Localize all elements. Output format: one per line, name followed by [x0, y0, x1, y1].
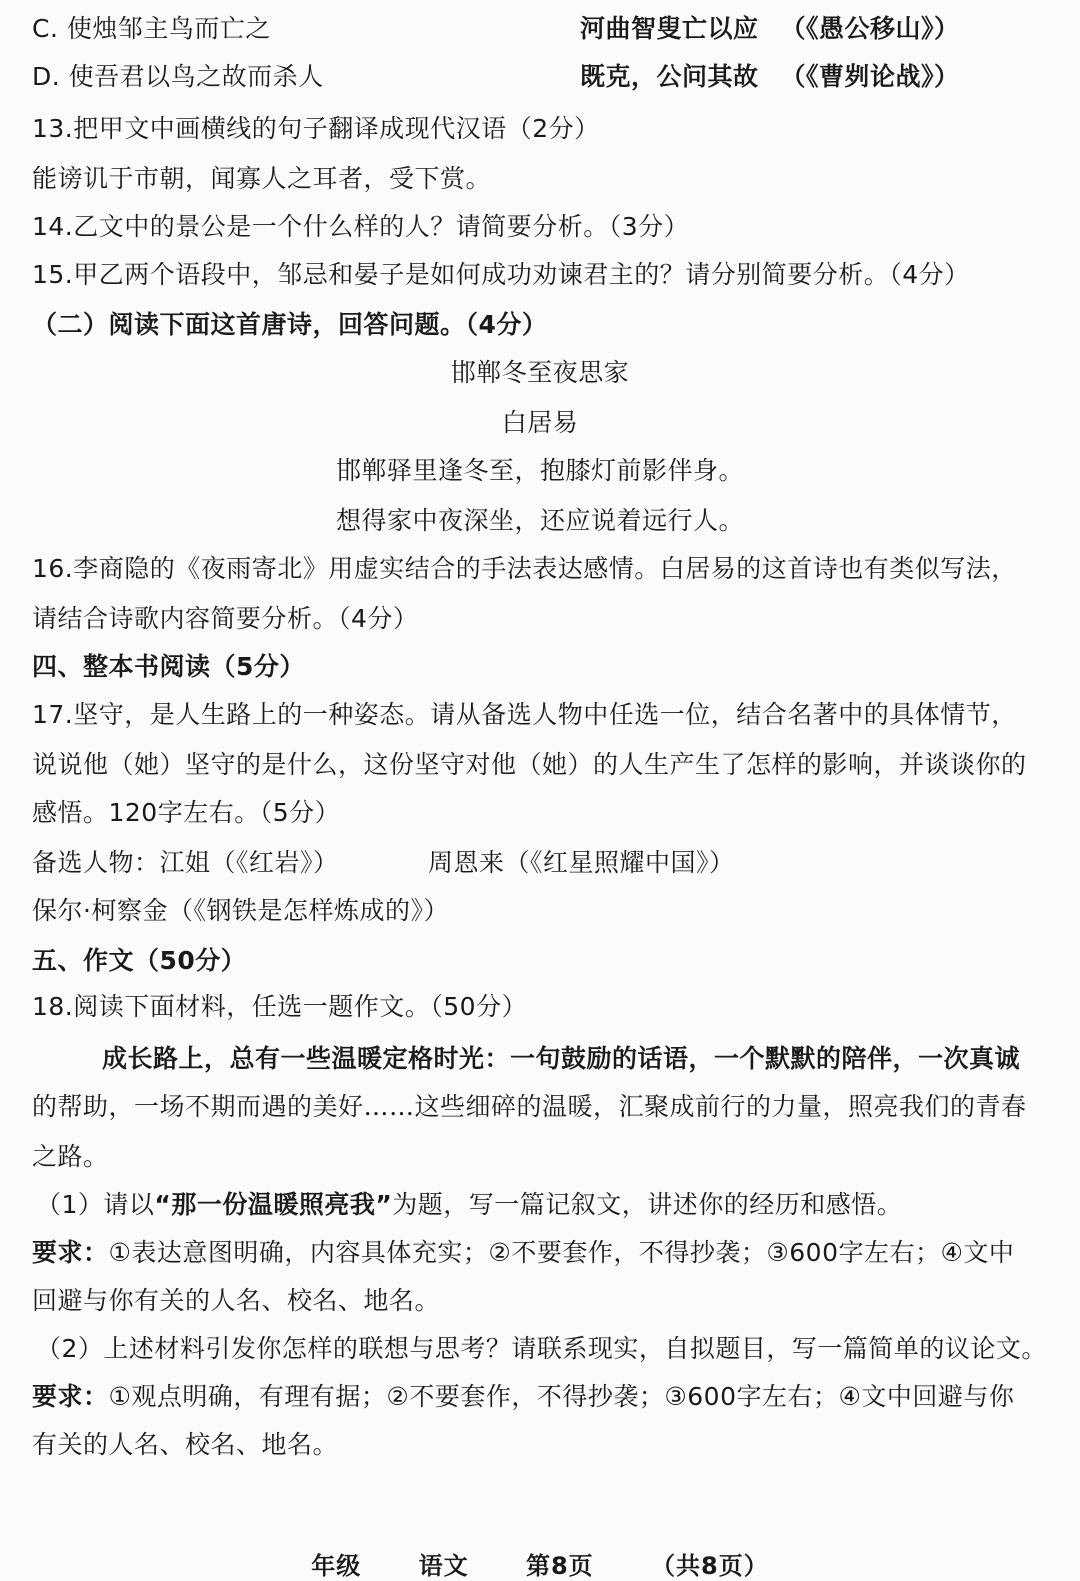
question-16-line-2: 请结合诗歌内容简要分析。（4分） — [32, 604, 419, 633]
question-18: 18.阅读下面材料，任选一题作文。（50分） — [32, 992, 528, 1021]
option-d-compare-text: 既克，公问其故 — [580, 62, 759, 91]
requirement-label-1: 要求： — [32, 1238, 109, 1267]
poem-author: 白居易 — [501, 408, 579, 437]
footer-total: （共8页） — [651, 1552, 769, 1580]
poem-line-1: 邯郸驿里逢冬至，抱膝灯前影伴身。 — [335, 456, 744, 485]
footer-subject: 语文 — [418, 1552, 469, 1580]
topic-1-requirement-2: 回避与你有关的人名、校名、地名。 — [32, 1286, 441, 1315]
topic-1-b: 为题，写一篇记叙文，讲述你的经历和感悟。 — [392, 1190, 903, 1219]
option-d-text: D. 使吾君以鸟之故而杀人 — [32, 62, 324, 91]
footer-page: 第8页 — [525, 1552, 594, 1580]
question-15: 15.甲乙两个语段中，邹忌和晏子是如何成功劝谏君主的？请分别简要分析。（4分） — [32, 260, 970, 289]
poem-title: 邯郸冬至夜思家 — [450, 358, 630, 387]
option-d-compare — [580, 60, 960, 94]
question-17-line-3: 感悟。120字左右。（5分） — [32, 798, 341, 827]
option-c-source: （《愚公移山》） — [780, 14, 960, 43]
option-c-compare-text: 河曲智叟亡以应 — [580, 14, 759, 43]
topic-1-requirement-1 — [32, 1236, 1060, 1270]
candidate-1: 备选人物：江姐（《红岩》） — [32, 848, 339, 877]
topic-2-req-text-1: ①观点明确，有理有据；②不要套作，不得抄袭；③600字左右；④文中回避与你 — [108, 1382, 1015, 1411]
question-14: 14.乙文中的景公是一个什么样的人？请简要分析。（3分） — [32, 212, 690, 241]
topic-1-req-text-1: ①表达意图明确，内容具体充实；②不要套作，不得抄袭；③600字左右；④文中 — [108, 1238, 1015, 1267]
topic-2: （2）上述材料引发你怎样的联想与思考？请联系现实，自拟题目，写一篇简单的议论文。 — [36, 1334, 1047, 1363]
question-13-sentence: 能谤讥于市朝，闻寡人之耳者，受下赏。 — [32, 164, 492, 193]
topic-1 — [36, 1188, 1060, 1222]
option-c — [32, 12, 1060, 46]
material-line-3: 之路。 — [32, 1142, 109, 1171]
topic-2-requirement-2: 有关的人名、校名、地名。 — [32, 1430, 339, 1459]
candidate-2: 周恩来（《红星照耀中国》） — [428, 848, 735, 877]
requirement-label-2: 要求： — [32, 1382, 109, 1411]
section-poem-heading: （二）阅读下面这首唐诗，回答问题。（4分） — [32, 310, 548, 339]
topic-1-title: “那一份温暖照亮我” — [154, 1190, 393, 1219]
page-footer — [0, 1546, 1080, 1581]
material-line-1: 成长路上，总有一些温暖定格时光：一句鼓励的话语，一个默默的陪伴，一次真诚 — [102, 1044, 1021, 1073]
question-16-line-1: 16.李商隐的《夜雨寄北》用虚实结合的手法表达感情。白居易的这首诗也有类似写法， — [32, 554, 1017, 583]
topic-2-requirement-1 — [32, 1380, 1060, 1414]
topic-1-a: （1）请以 — [36, 1190, 155, 1219]
material-line-2: 的帮助，一场不期而遇的美好……这些细碎的温暖，汇聚成前行的力量，照亮我们的青春 — [32, 1092, 1027, 1121]
option-c-compare — [580, 12, 960, 46]
candidate-3: 保尔·柯察金（《钢铁是怎样炼成的》） — [32, 896, 449, 925]
footer-grade: 年级 — [311, 1552, 362, 1580]
question-17-line-1: 17.坚守，是人生路上的一种姿态。请从备选人物中任选一位，结合名著中的具体情节， — [32, 700, 1017, 729]
option-c-text: C. 使烛邹主鸟而亡之 — [32, 14, 271, 43]
option-d-source: （《曹刿论战》） — [780, 62, 960, 91]
section-4-heading: 四、整本书阅读（5分） — [32, 652, 305, 681]
section-5-heading: 五、作文（50分） — [32, 946, 247, 975]
question-17-candidates — [32, 846, 1060, 880]
question-17-line-2: 说说他（她）坚守的是什么，这份坚守对他（她）的人生产生了怎样的影响，并谈谈你的 — [32, 750, 1027, 779]
question-13: 13.把甲文中画横线的句子翻译成现代汉语（2分） — [32, 114, 600, 143]
poem-line-2: 想得家中夜深坐，还应说着远行人。 — [335, 506, 744, 535]
option-d — [32, 60, 1060, 94]
